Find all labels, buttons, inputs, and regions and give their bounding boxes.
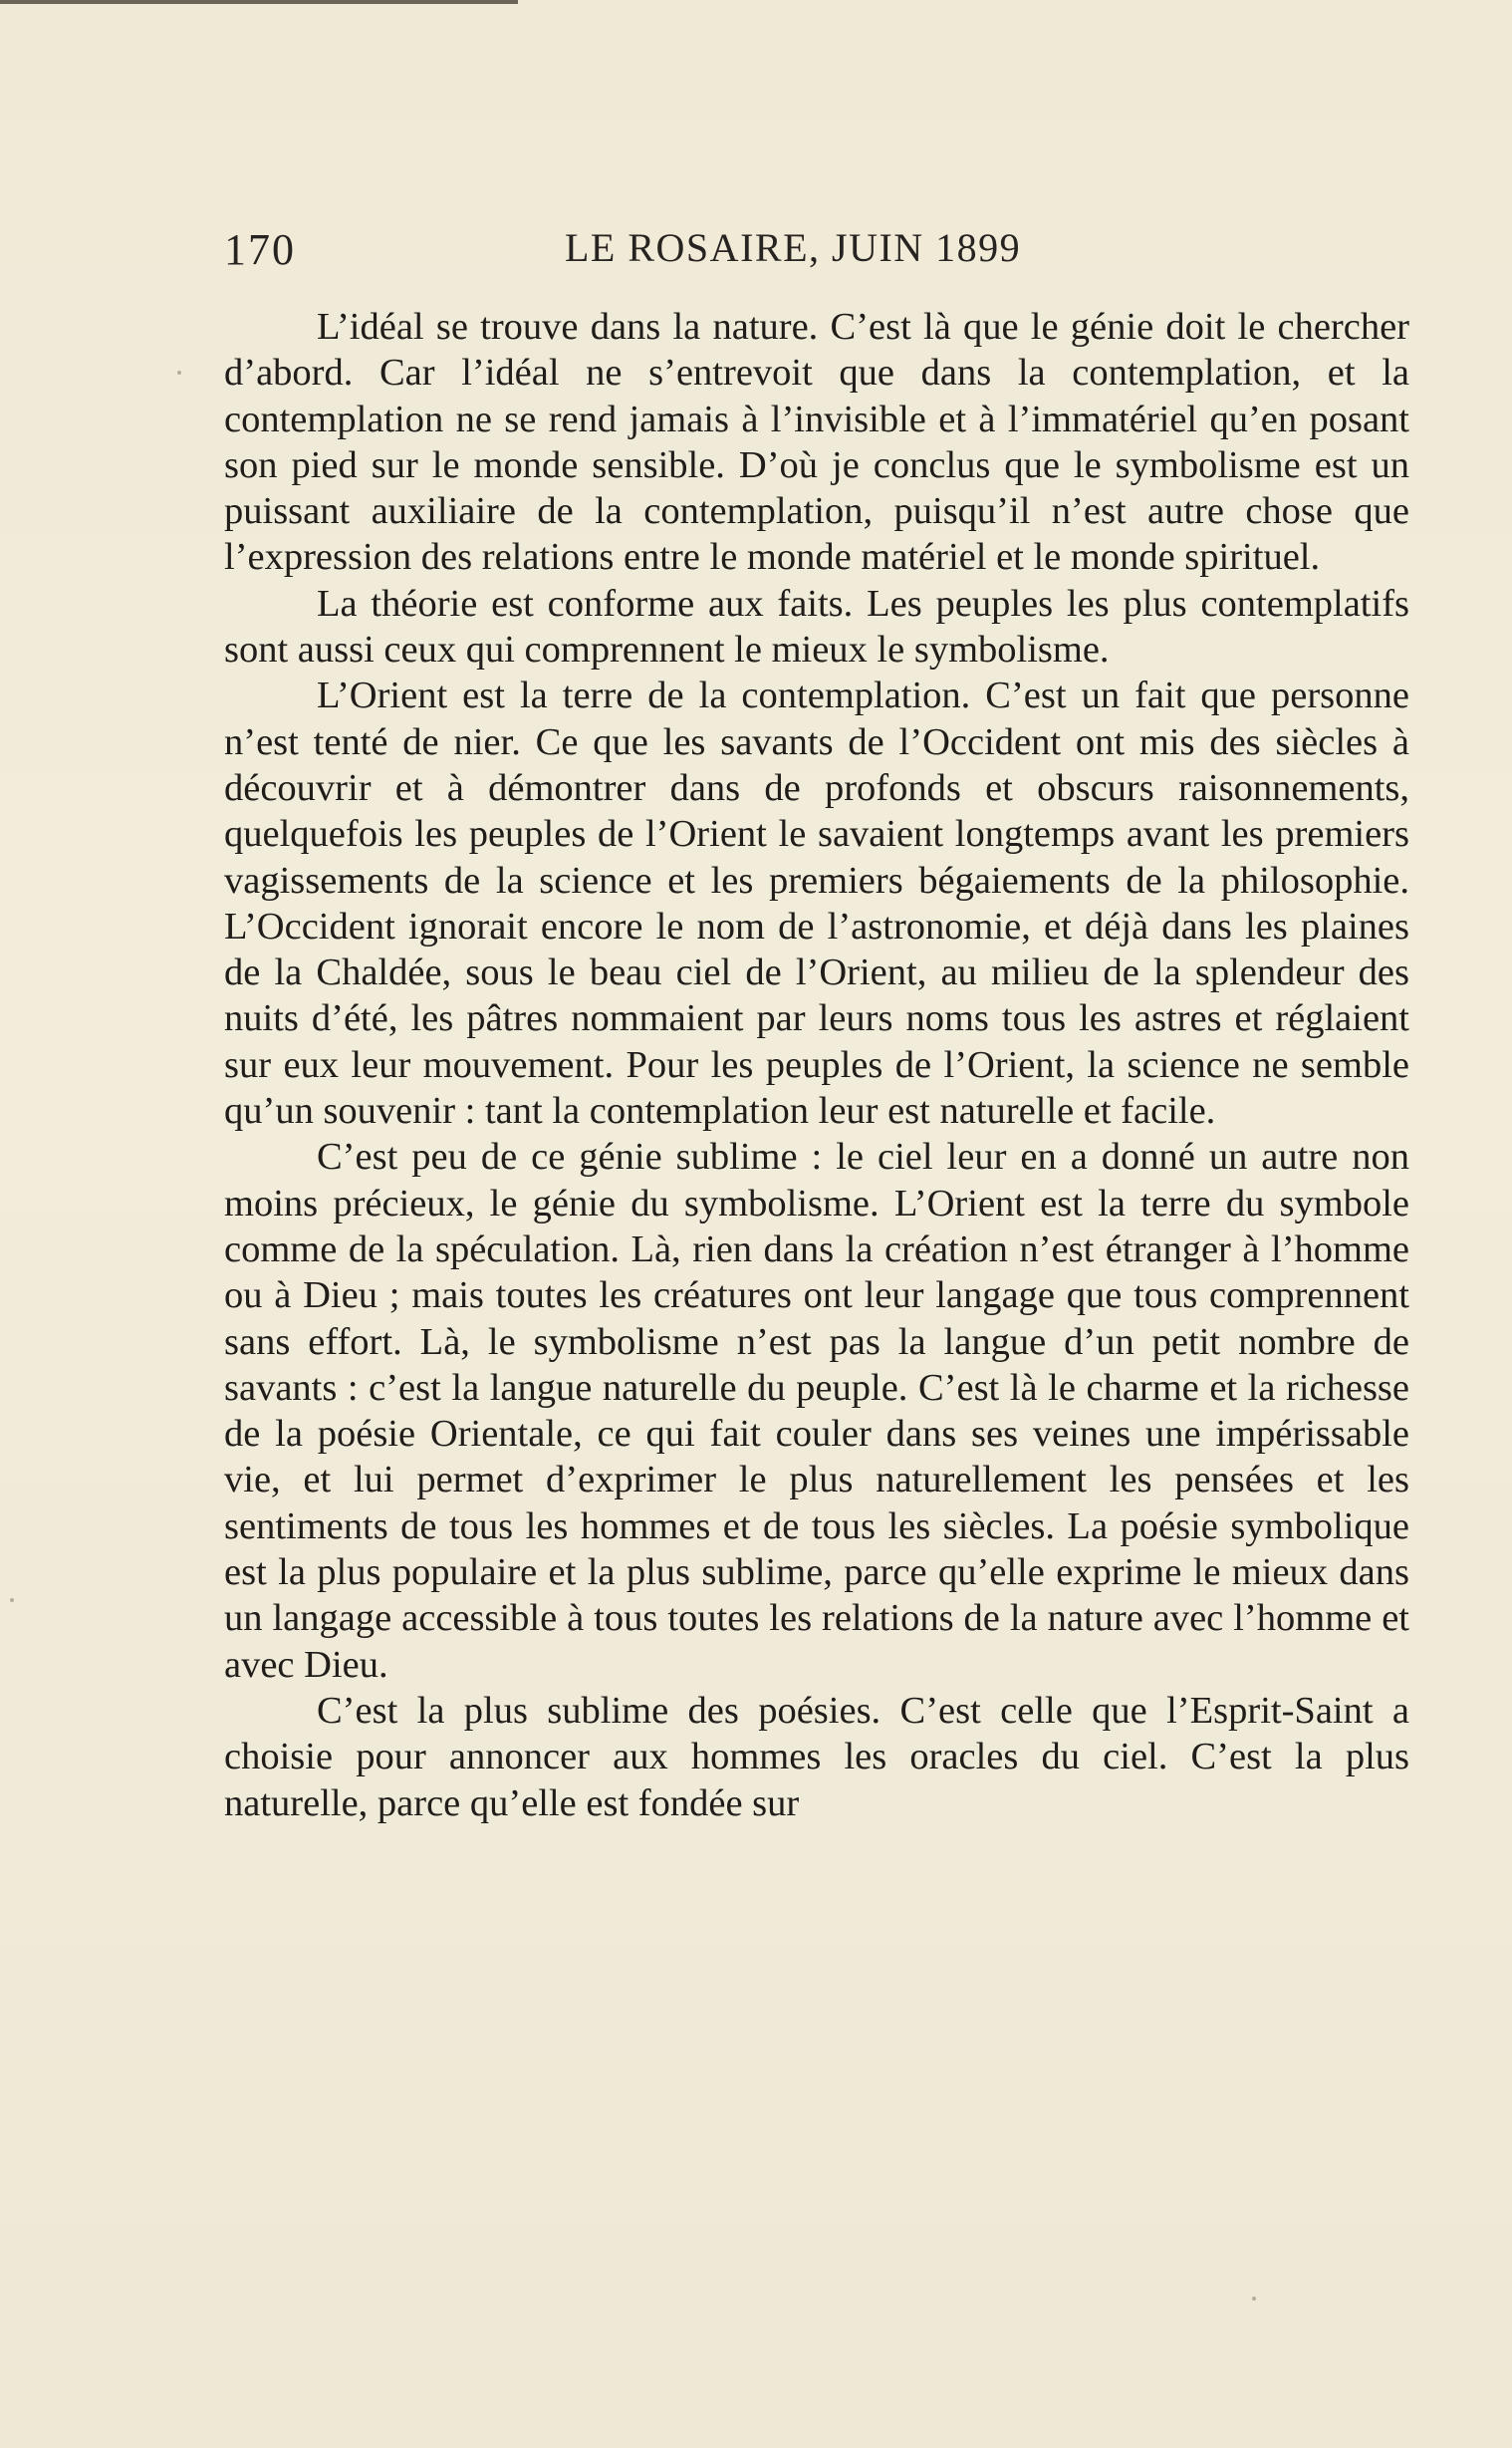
paragraph-3: L’Orient est la terre de la contemplation. C’est un fait que personne n’est tenté de nier. Ce que les savants de l’Occident ont mis des siècles à découvrir et à démontrer dans de profonds et obscurs raisonnements, quelquefois les peuples de l’Orient le savaient longtemps avant les premiers vagissements de la science et les premiers bégaiements de la philosophie. L’Occident ignorait encore le nom de l’astronomie, et déjà dans les plaines de la Chaldée, sous le beau ciel de l’Orient, au milieu de la splendeur des nuits d’été, les pâtres nommaient par leurs noms tous les astres et réglaient sur eux leur mouvement. Pour les peuples de l’Orient, la science ne semble qu’un souvenir : tant la contemplation leur est naturelle et facile. bbox=[224, 675, 1409, 1133]
paragraph-1: L’idéal se trouve dans la nature. C’est là que le génie doit le chercher d’abord. Car l’idéal ne s’entrevoit que dans la contemplation, et la contemplation ne se rend jamais à l’invisible et à l’immatériel qu’en posant son pied sur le monde sensible. D’où je conclus que le symbolisme est un puissant auxiliaire de la contemplation, puisqu’il n’est autre chose que l’expression des relations entre le monde matériel et le monde spirituel. bbox=[224, 306, 1409, 579]
body-text bbox=[224, 304, 1409, 1826]
scan-speck bbox=[177, 371, 181, 375]
page-header bbox=[214, 224, 1389, 274]
running-head: LE ROSAIRE, JUIN 1899 bbox=[565, 225, 1022, 270]
scan-speck bbox=[10, 1598, 14, 1602]
paragraph-4: C’est peu de ce génie sublime : le ciel leur en a donné un autre non moins précieux, le génie du symbolisme. L’Orient est la terre du symbole comme de la spéculation. Là, rien dans la création n’est étranger à l’homme ou à Dieu ; mais toutes les créatures ont leur langage que tous comprennent sans effort. Là, le symbolisme n’est pas la langue d’un petit nombre de savants : c’est la langue naturelle du peuple. C’est là le charme et la richesse de la poésie Orientale, ce qui fait couler dans ses veines une impérissable vie, et lui permet d’exprimer le plus naturellement les pensées et les sentiments de tous les hommes et de tous les siècles. La poésie symbolique est la plus populaire et la plus sublime, parce qu’elle exprime le mieux dans un langage accessible à tous toutes les relations de la nature avec l’homme et avec Dieu. bbox=[224, 1136, 1409, 1686]
scan-speck bbox=[1252, 2297, 1256, 2301]
paragraph-2: La théorie est conforme aux faits. Les peuples les plus contemplatifs sont aussi ceux qui comprennent le mieux le symbolisme. bbox=[224, 582, 1409, 672]
page-top-edge bbox=[0, 0, 518, 4]
page-number: 170 bbox=[224, 225, 296, 274]
paragraph-5: C’est la plus sublime des poésies. C’est celle que l’Esprit-Saint a choisie pour annoncer aux hommes les oracles du ciel. C’est la plus naturelle, parce qu’elle est fondée sur bbox=[224, 1689, 1409, 1824]
